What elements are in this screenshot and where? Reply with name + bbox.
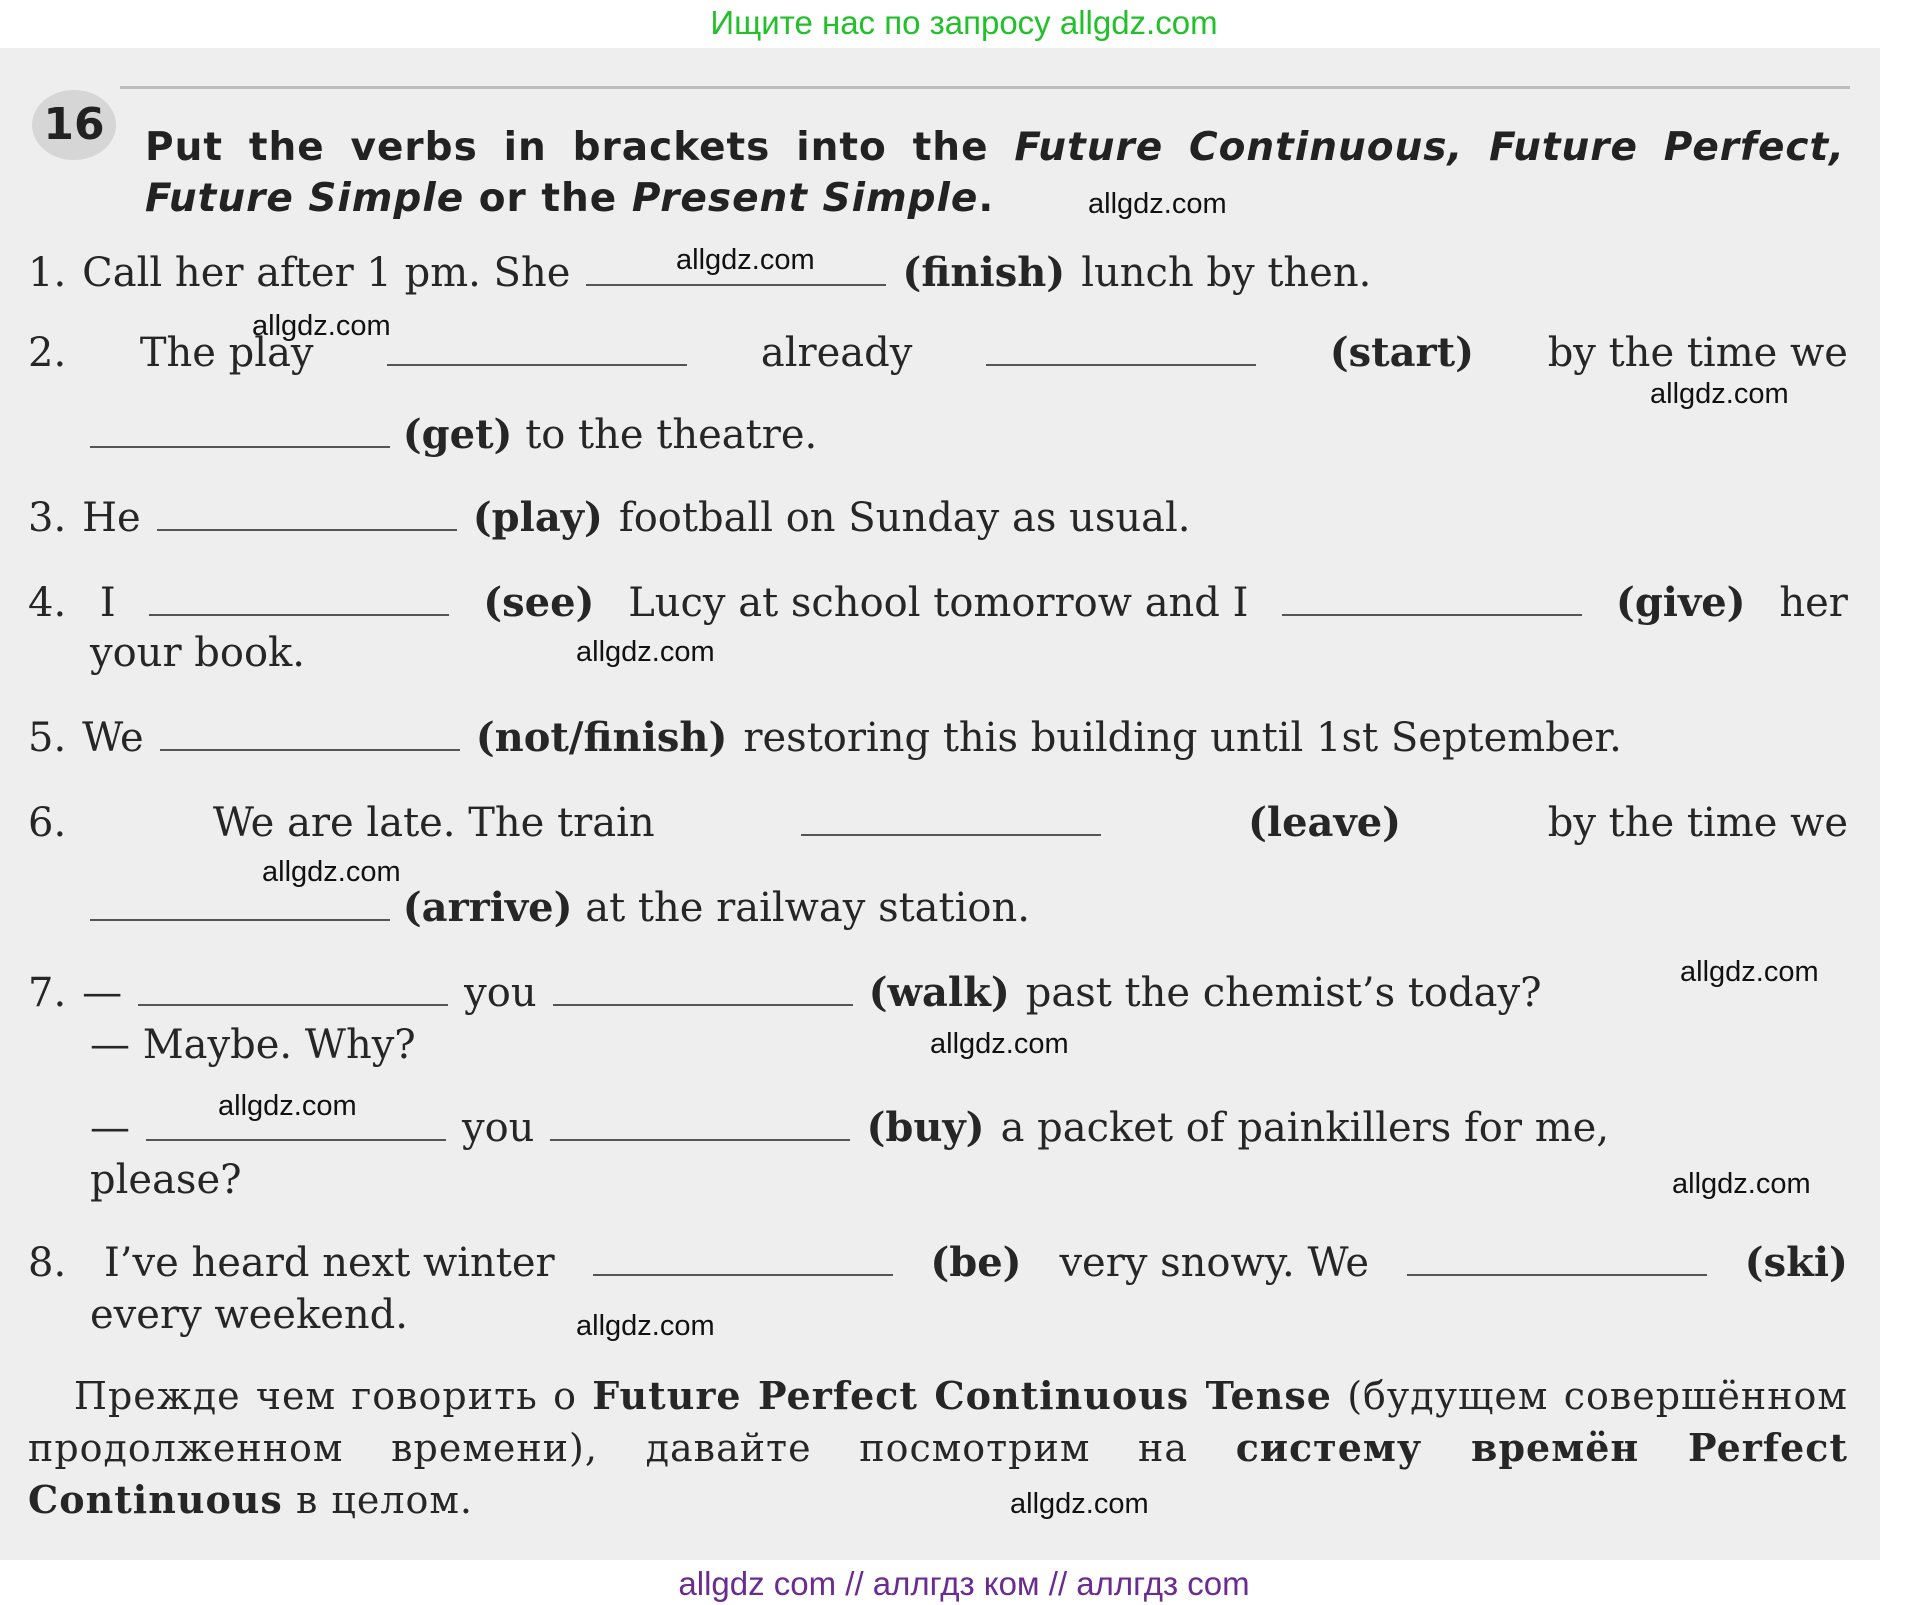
exercise-item-4-continuation: your book. [90,630,305,676]
exercise-number-badge: 16 [32,90,116,160]
page-top-rule [120,86,1850,89]
exercise-item-6: 6. We are late. The train (leave) by the time we [28,799,1848,846]
answer-blank[interactable] [90,889,390,921]
intro-paragraph: Прежде чем говорить о Future Perfect Continuous Tense (будущем совершённом продолженном времени), давайте посмотрим на систему времён Perfect Continuous в целом. [28,1373,1848,1522]
watermark: allgdz.com [1010,1488,1149,1520]
answer-blank[interactable] [801,804,1101,836]
answer-blank[interactable] [1282,584,1582,616]
exercise-item-7: 7. — you (walk) past the chemist’s today? [28,969,1542,1016]
watermark: allgdz.com [576,636,715,668]
answer-blank[interactable] [160,719,460,751]
watermark: allgdz.com [930,1028,1069,1060]
exercise-item-7-question: — you (buy) a packet of painkillers for me, [90,1104,1610,1151]
bottom-banner: allgdz com // аллгдз ком // аллгдз com [678,1565,1250,1602]
exercise-item-3: 3. He (play) football on Sunday as usual. [28,494,1191,541]
watermark: allgdz.com [252,310,391,342]
watermark: allgdz.com [1650,378,1789,410]
watermark: allgdz.com [1088,188,1227,220]
answer-blank[interactable] [149,584,449,616]
answer-blank[interactable] [138,974,448,1006]
answer-blank[interactable] [986,334,1256,366]
exercise-instruction: Put the verbs in brackets into the Future Continuous, Future Perfect, Future Simple or the Present Simple. [145,125,1846,221]
watermark: allgdz.com [1672,1168,1811,1200]
answer-blank[interactable] [90,416,390,448]
answer-blank[interactable] [387,334,687,366]
exercise-item-4: 4. I (see) Lucy at school tomorrow and I (give) her [28,579,1848,626]
watermark: allgdz.com [676,244,815,276]
answer-blank[interactable] [157,499,457,531]
exercise-item-2-continuation: (get) to the theatre. [90,410,817,460]
watermark: allgdz.com [1680,956,1819,988]
exercise-item-6-continuation: (arrive) at the railway station. [90,883,1030,933]
exercise-item-7-continuation: please? [90,1157,242,1203]
watermark: allgdz.com [262,856,401,888]
textbook-page [0,48,1880,1560]
answer-blank[interactable] [550,1109,850,1141]
answer-blank[interactable] [553,974,853,1006]
watermark: allgdz.com [218,1090,357,1122]
exercise-item-2: 2. The play already (start) by the time we [28,329,1848,376]
exercise-item-1: 1. Call her after 1 pm. She (finish) lunch by then. [28,249,1372,296]
answer-blank[interactable] [593,1244,893,1276]
exercise-item-7-reply: — Maybe. Why? [90,1022,416,1068]
exercise-item-5: 5. We (not/finish) restoring this building until 1st September. [28,714,1622,761]
top-banner: Ищите нас по запросу allgdz.com [710,4,1218,41]
answer-blank[interactable] [1407,1244,1707,1276]
watermark: allgdz.com [576,1310,715,1342]
exercise-item-8: 8. I’ve heard next winter (be) very snowy. We (ski) [28,1239,1848,1286]
exercise-item-8-continuation: every weekend. [90,1292,408,1338]
